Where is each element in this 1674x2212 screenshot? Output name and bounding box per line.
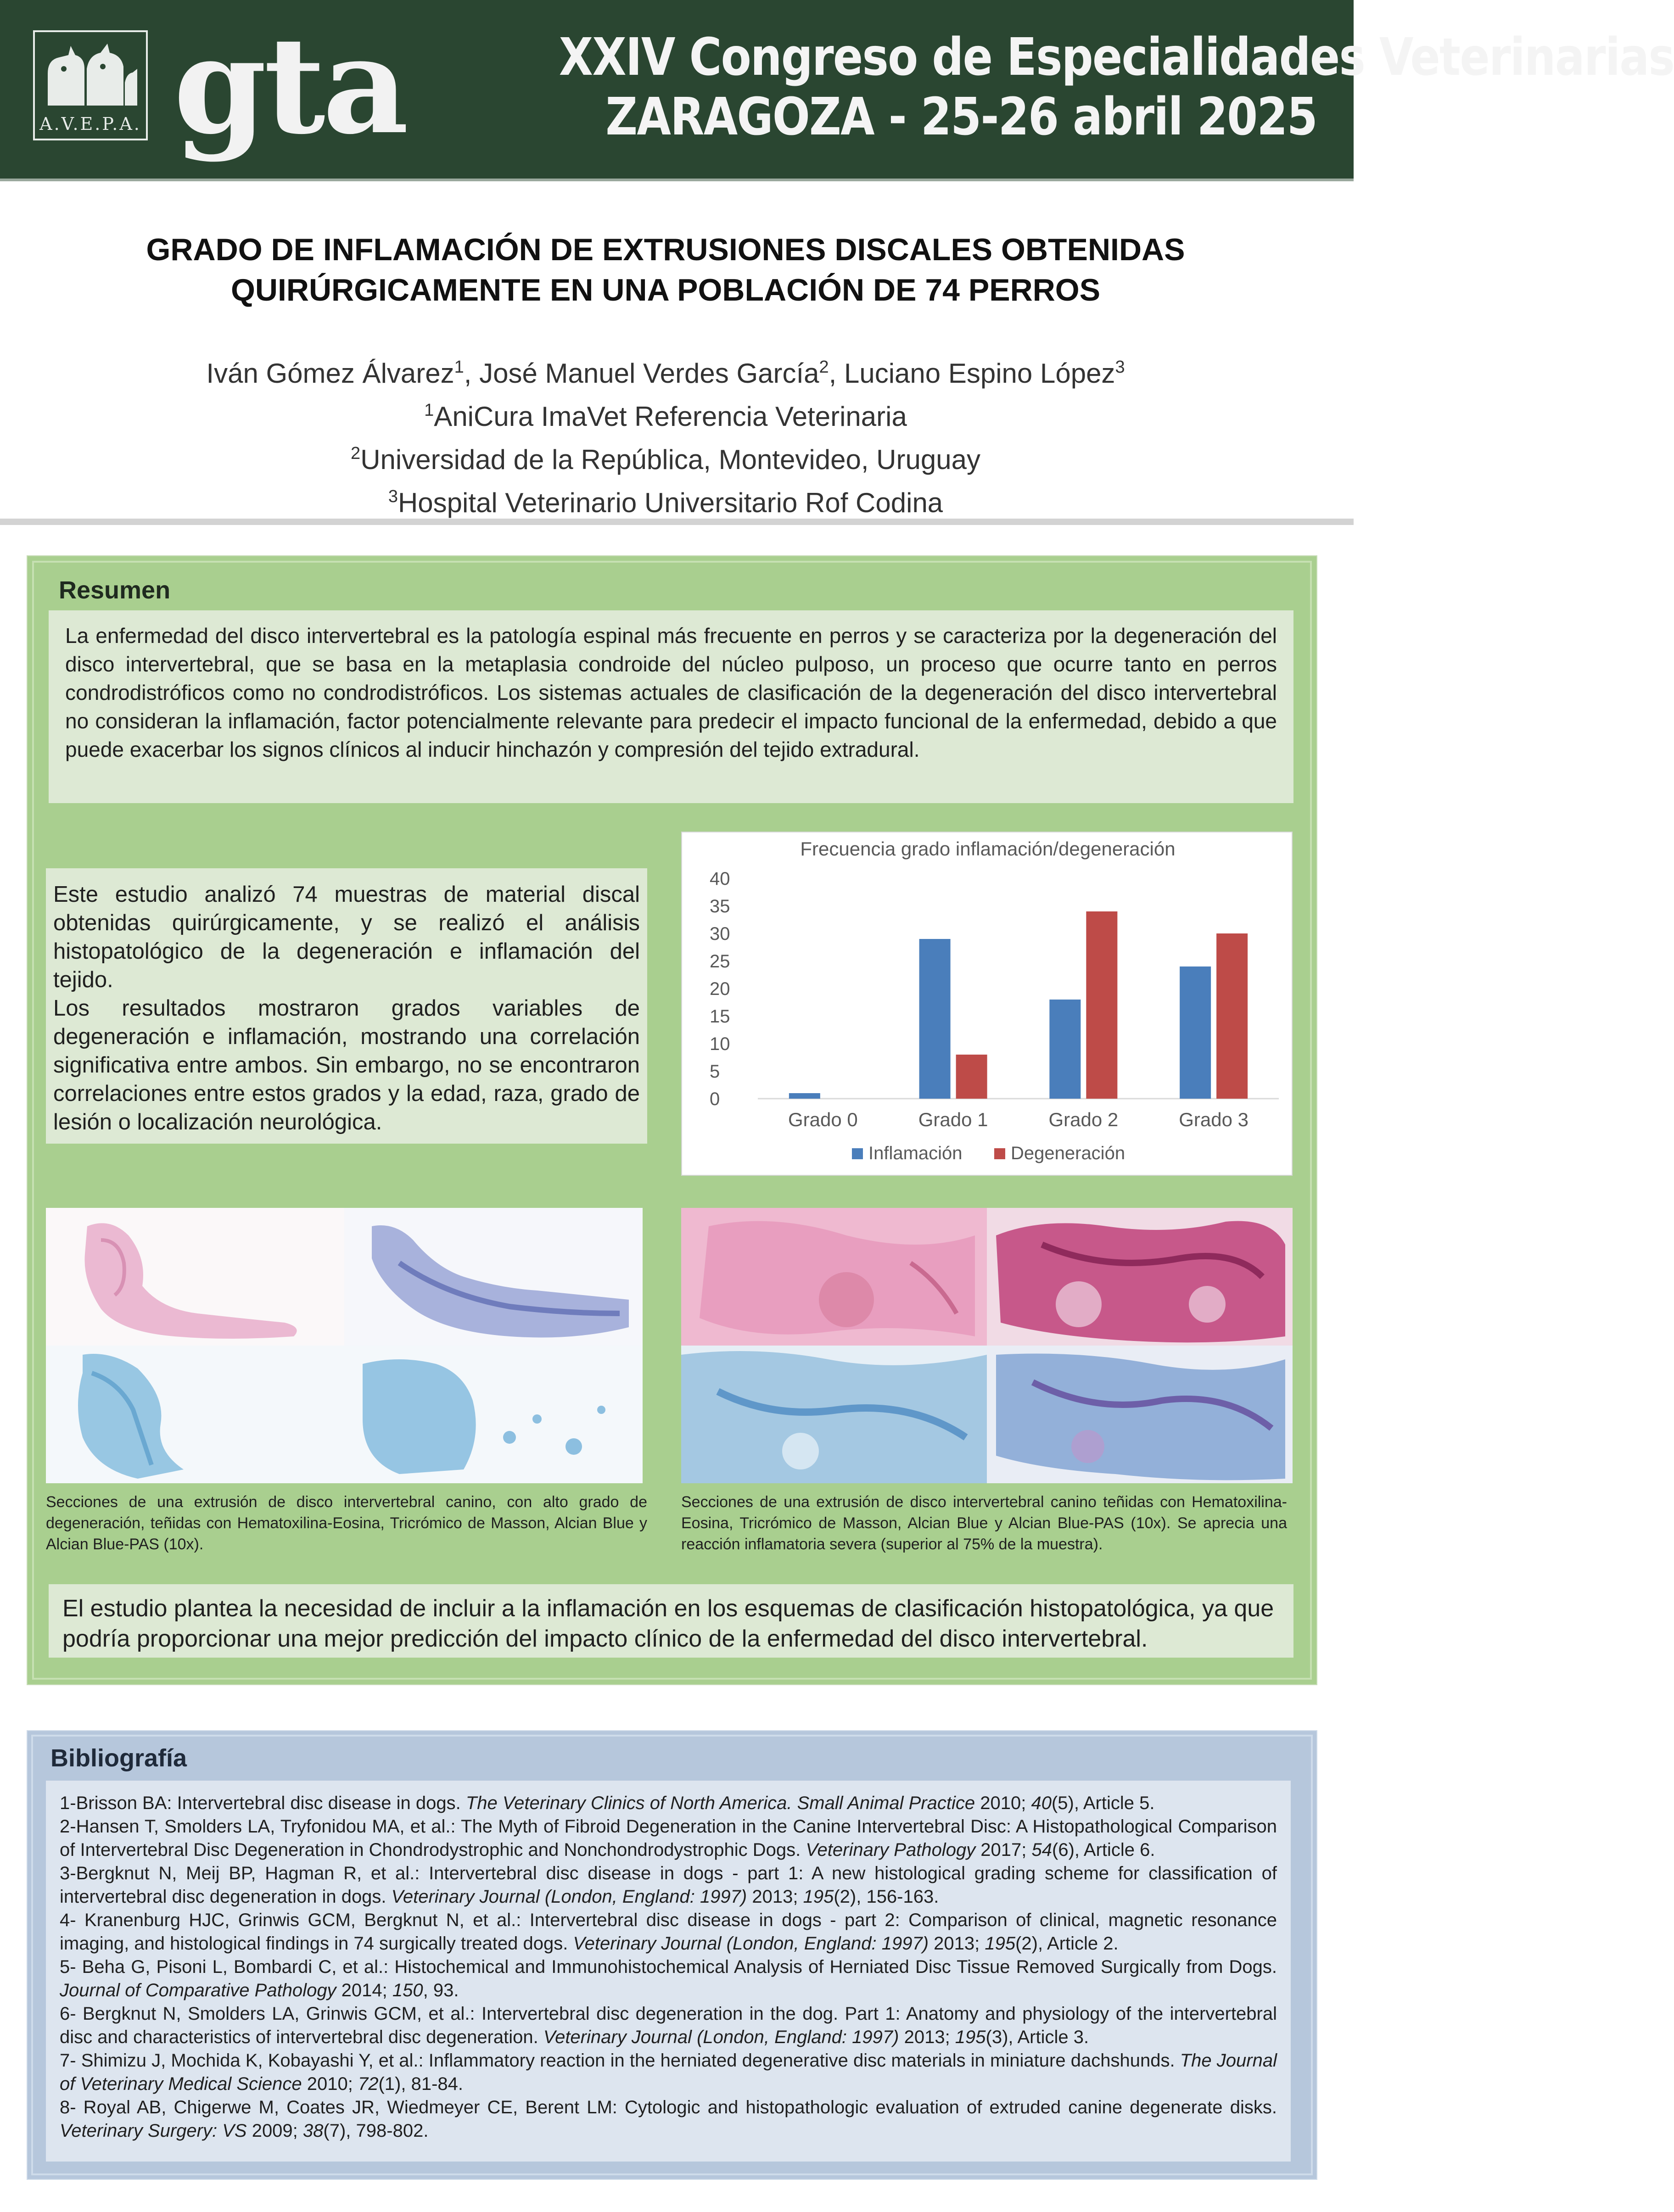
study-box [46, 868, 647, 1144]
histology-images-left [46, 1208, 643, 1483]
author-1-sup: 1 [454, 357, 464, 377]
congress-line-2: ZARAGOZA - 25-26 abril 2025 [605, 87, 1317, 147]
he-stain-image-right [681, 1208, 987, 1346]
avepa-logo-text: A.V.E.P.A. [39, 114, 141, 134]
histology-images-right [681, 1208, 1293, 1483]
y-axis-ticks [710, 869, 730, 1109]
y-tick-label: 15 [710, 1006, 730, 1027]
y-tick-label: 35 [710, 896, 730, 916]
affiliation-2 [69, 435, 1262, 478]
poster-title [69, 229, 1262, 310]
animals-logo-icon [43, 41, 140, 110]
caption-right: Secciones de una extrusión de disco intervertebral canino teñidas con Hematoxilina-Eosina, Tricrómico de Masson, Alcian Blue y Alcian Blue-PAS (10x). Se aprecia una reacción inflamatoria severa (superior al 75% de la muestra). [681, 1493, 1287, 1553]
affiliation-1 [69, 392, 1262, 435]
legend-swatch [852, 1148, 863, 1159]
reference-6: 6- Bergknut N, Smolders LA, Grinwis GCM, et al.: Intervertebral disc degeneration in the dog. Part 1: Anatomy and physiology of the intervertebral disc and characteristics of intervertebral disc degeneration. Veterinary Journal (London, England: 1997) 2013; 195(3), Article 3. [60, 2004, 1277, 2047]
he-stain-image-left [46, 1208, 344, 1346]
alcian-blue-pas-image-right [987, 1346, 1293, 1483]
masson-stain-image-right [987, 1208, 1293, 1346]
y-tick-label: 10 [710, 1034, 730, 1054]
conclusion-text: El estudio plantea la necesidad de incluir a la inflamación en los esquemas de clasificación histopatológica, ya que podría proporcionar una mejor predicción del impacto clínico de la enfermedad del disco intervertebral. [49, 1584, 1293, 1658]
y-tick-label: 20 [710, 979, 730, 999]
study-paragraph-2: Los resultados mostraron grados variables de degeneración e inflamación, mostrando una correlación significativa entre ambos. Sin embargo, no se encontraron correlaciones entre estos grados y la edad, raza, grado de lesión o localización neurológica. [53, 996, 640, 1134]
x-tick-label: Grado 2 [1048, 1109, 1119, 1130]
gta-brand: gta [174, 8, 406, 164]
author-3-sup: 3 [1115, 357, 1125, 377]
chart-legend [852, 1143, 1125, 1163]
authors-block [69, 349, 1262, 521]
bibliography-heading: Bibliografía [50, 1744, 187, 1772]
x-tick-label: Grado 0 [788, 1109, 858, 1130]
affiliation-3-sup: 3 [388, 487, 398, 506]
bar-inflamación-1 [919, 939, 951, 1099]
author-1: Iván Gómez Álvarez [206, 358, 454, 389]
legend-label: Inflamación [868, 1143, 963, 1163]
y-tick-label: 40 [710, 869, 730, 889]
study-paragraph-1: Este estudio analizó 74 muestras de material discal obtenidas quirúrgicamente, y se realizó el análisis histopatológico de la degeneración e inflamación del tejido. [53, 882, 640, 992]
author-sep: , [464, 358, 480, 389]
alcian-blue-pas-image-left [344, 1346, 643, 1483]
congress-title [436, 28, 1674, 147]
reference-3: 3-Bergknut N, Meij BP, Hagman R, et al.: Intervertebral disc disease in dogs - part 1: A new histological grading scheme for classification of intervertebral disc degeneration in dogs. Veterinary Journal (London, England: 1997) 2013; 195(2), 156-163. [60, 1863, 1277, 1907]
bar-inflamación-2 [1049, 1000, 1081, 1099]
x-tick-label: Grado 3 [1179, 1109, 1249, 1130]
chart-svg [682, 832, 1293, 1177]
author-3: Luciano Espino López [844, 358, 1115, 389]
caption-left: Secciones de una extrusión de disco intervertebral canino, con alto grado de degeneración, teñidas con Hematoxilina-Eosina, Tricrómico de Masson, Alcian Blue y Alcian Blue-PAS (10x). [46, 1493, 647, 1553]
x-axis-labels [788, 1109, 1249, 1130]
bibliography-list [46, 1781, 1291, 2162]
y-tick-label: 30 [710, 924, 730, 944]
bar-inflamación-0 [789, 1093, 820, 1099]
bars-group [789, 911, 1248, 1099]
masson-stain-image-left [344, 1208, 643, 1346]
header-banner [0, 0, 1674, 181]
reference-2: 2-Hansen T, Smolders LA, Tryfonidou MA, et al.: The Myth of Fibroid Degeneration in the Canine Intervertebral Disc: A Histopathological Comparison of Intervertebral Disc Degeneration in Chondrodystrophic and Nonchondrodystrophic Dogs. Veterinary Pathology 2017; 54(6), Article 6. [60, 1816, 1277, 1860]
bar-degeneración-2 [1086, 911, 1117, 1099]
title-line-1: GRADO DE INFLAMACIÓN DE EXTRUSIONES DISCALES OBTENIDAS [146, 232, 1185, 267]
reference-8: 8- Royal AB, Chigerwe M, Coates JR, Wiedmeyer CE, Berent LM: Cytologic and histopathologic evaluation of extruded canine degenerate disks. Veterinary Surgery: VS 2009; 38(7), 798-802. [60, 2097, 1277, 2141]
resumen-text: La enfermedad del disco intervertebral es la patología espinal más frecuente en perros y se caracteriza por la degeneración del disco intervertebral, que se basa en la metaplasia condroide del núcleo pulposo, un proceso que ocurre tanto en perros condrodistróficos como no condrodistróficos. Los sistemas actuales de clasificación de la degeneración del disco intervertebral no consideran la inflamación, factor potencialmente relevante para predecir el impacto funcional de la enfermedad, debido a que puede exacerbar los signos clínicos al inducir hinchazón y compresión del tejido extradural. [49, 610, 1293, 803]
y-tick-label: 25 [710, 951, 730, 972]
title-line-2: QUIRÚRGICAMENTE EN UNA POBLACIÓN DE 74 PERROS [230, 273, 1101, 307]
affiliation-3-text: Hospital Veterinario Universitario Rof Codina [398, 487, 943, 518]
resumen-heading: Resumen [59, 576, 171, 604]
author-2: José Manuel Verdes García [479, 358, 819, 389]
bar-degeneración-1 [956, 1055, 987, 1099]
chart-title: Frecuencia grado inflamación/degeneración [800, 838, 1176, 860]
affiliation-2-text: Universidad de la República, Montevideo, Uruguay [360, 444, 980, 475]
affiliation-3 [69, 478, 1262, 521]
legend-label: Degeneración [1011, 1143, 1125, 1163]
congress-line-1: XXIV Congreso de Especialidades Veterinarias [559, 28, 1674, 87]
legend-swatch [994, 1148, 1005, 1159]
reference-4: 4- Kranenburg HJC, Grinwis GCM, Bergknut N, et al.: Intervertebral disc disease in dogs - part 2: Comparison of clinical, magnetic resonance imaging, and histological findings in 74 surgically treated dogs. Veterinary Journal (London, England: 1997) 2013; 195(2), Article 2. [60, 1910, 1277, 1954]
affiliation-1-text: AniCura ImaVet Referencia Veterinaria [434, 401, 907, 432]
alcian-blue-image-left [46, 1346, 344, 1483]
bar-degeneración-3 [1216, 933, 1248, 1099]
x-tick-label: Grado 1 [918, 1109, 988, 1130]
avepa-logo [33, 30, 148, 140]
alcian-blue-image-right [681, 1346, 987, 1483]
title-divider [0, 519, 1354, 525]
affiliation-1-sup: 1 [424, 401, 434, 420]
reference-5: 5- Beha G, Pisoni L, Bombardi C, et al.: Histochemical and Immunohistochemical Analysis of Herniated Disc Tissue Removed Surgically from Dogs. Journal of Comparative Pathology 2014; 150, 93. [60, 1957, 1277, 2000]
affiliation-2-sup: 2 [351, 444, 361, 463]
reference-7: 7- Shimizu J, Mochida K, Kobayashi Y, et al.: Inflammatory reaction in the herniated degenerative disc materials in miniature dachshunds. The Journal of Veterinary Medical Science 2010; 72(1), 81-84. [60, 2050, 1277, 2094]
y-tick-label: 5 [710, 1061, 720, 1082]
reference-1: 1-Brisson BA: Intervertebral disc disease in dogs. The Veterinary Clinics of North America. Small Animal Practice 2010; 40(5), Article 5. [60, 1793, 1155, 1813]
author-list [69, 349, 1262, 392]
frequency-chart [681, 832, 1293, 1176]
author-sep: , [829, 358, 844, 389]
bar-inflamación-3 [1180, 966, 1211, 1099]
author-2-sup: 2 [819, 357, 829, 377]
y-tick-label: 0 [710, 1089, 720, 1109]
